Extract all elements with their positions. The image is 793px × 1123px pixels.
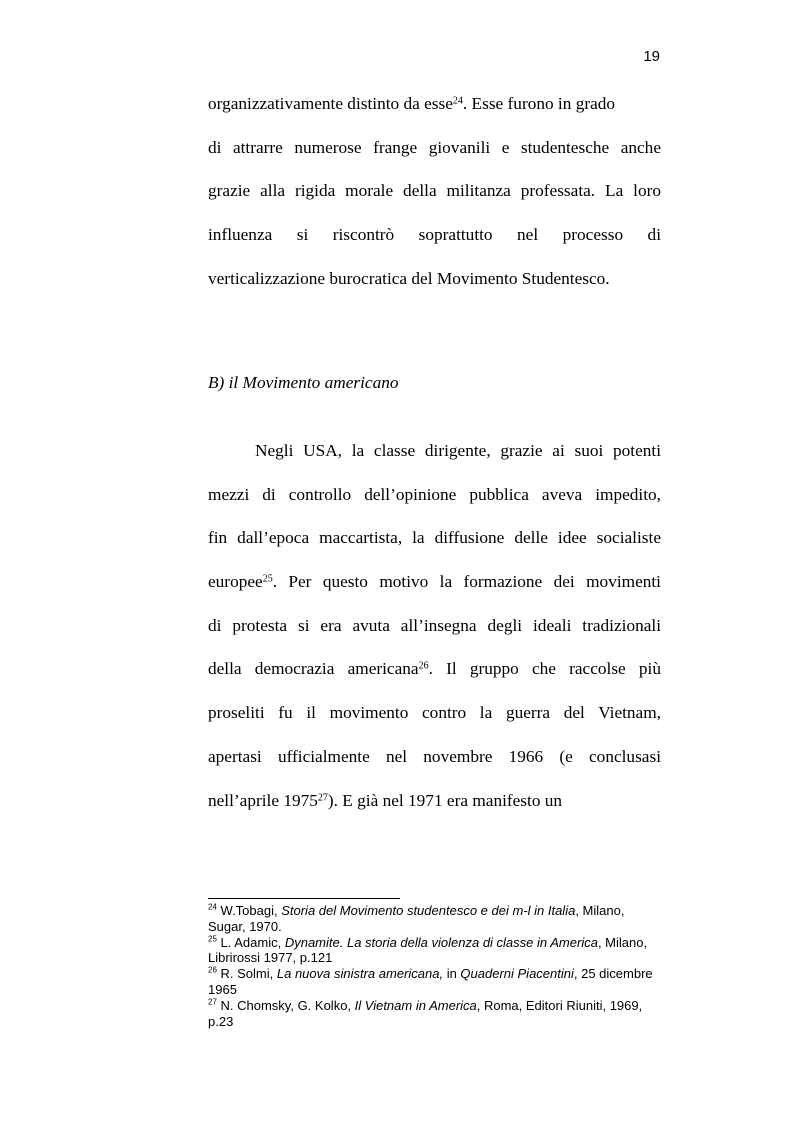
- text-line: apertasi ufficialmente nel novembre 1966 (e conclusasi: [208, 746, 661, 766]
- text-line: [208, 647, 661, 691]
- text-fragment: . Esse furono in grado: [462, 94, 616, 113]
- footnotes: [208, 903, 663, 1029]
- footnote-title: Storia del Movimento studentesco e dei m-l in Italia: [281, 903, 576, 918]
- text-line: fin dall’epoca maccartista, la diffusione delle idee socialiste: [208, 528, 661, 548]
- footnote-24: [208, 903, 663, 935]
- text-line: [208, 82, 661, 126]
- text-line: grazie alla rigida morale della militanza professata. La loro: [208, 181, 661, 201]
- text-fragment: . Per questo motivo la formazione dei movimenti: [272, 572, 661, 592]
- footnote-number: 25: [208, 934, 217, 943]
- footnote-title: Il Vietnam in America: [354, 997, 477, 1013]
- footnote-title: Dynamite. La storia della violenza di classe in America: [284, 934, 598, 950]
- text-line: [208, 779, 661, 823]
- text-fragment: . Il gruppo che raccolse più: [428, 659, 661, 679]
- text-line: di attrarre numerose frange giovanili e studentesche anche: [208, 137, 661, 157]
- footnote-26: [208, 966, 663, 998]
- paragraph-1: [208, 82, 661, 300]
- footnote-title: La nuova sinistra americana,: [276, 966, 444, 982]
- footnote-author: W.Tobagi,: [216, 903, 282, 918]
- footnote-separator: [208, 898, 400, 899]
- text-line: proseliti fu il movimento contro la guerra del Vietnam,: [208, 703, 661, 723]
- footnote-number: 24: [208, 902, 217, 912]
- footnote-author: L. Adamic,: [216, 934, 285, 950]
- footnote-journal: Quaderni Piacentini: [460, 966, 574, 982]
- text-fragment: europee: [208, 572, 263, 592]
- section-heading: B) il Movimento americano: [208, 373, 399, 392]
- footnote-number: 26: [208, 965, 217, 975]
- footnote-rest: , 25 dicembre 1965: [208, 966, 653, 997]
- footnote-ref[interactable]: 24: [452, 95, 463, 107]
- text-fragment: nell’aprile 1975: [208, 790, 318, 810]
- footnote-author: N. Chomsky, G. Kolko,: [216, 997, 355, 1013]
- text-line: mezzi di controllo dell’opinione pubblica aveva impedito,: [208, 484, 661, 504]
- footnote-25: [208, 935, 663, 967]
- paragraph-2: [208, 429, 661, 822]
- text-line: verticalizzazione burocratica del Movimento Studentesco.: [208, 268, 610, 288]
- text-line: Negli USA, la classe dirigente, grazie ai suoi potenti: [255, 441, 661, 460]
- text-fragment: ). E già nel 1971 era manifesto un: [327, 790, 563, 810]
- text-fragment: della democrazia americana: [208, 659, 419, 679]
- text-line: influenza si riscontrò soprattutto nel processo di: [208, 225, 661, 245]
- page-number: 19: [643, 48, 660, 65]
- text-line: di protesta si era avuta all’insegna degli ideali tradizionali: [208, 615, 661, 635]
- footnote-ref[interactable]: 25: [262, 573, 273, 585]
- text-line: [208, 560, 661, 604]
- footnote-rest: , Roma, Editori Riuniti, 1969, p.23: [208, 997, 643, 1029]
- footnote-ref[interactable]: 27: [317, 792, 328, 803]
- footnote-rest: , Milano, Librirossi 1977, p.121: [208, 934, 648, 966]
- footnote-rest: , Milano, Sugar, 1970.: [208, 903, 625, 934]
- footnote-27: [208, 998, 663, 1030]
- footnote-number: 27: [208, 997, 217, 1007]
- footnote-ref[interactable]: 26: [418, 660, 429, 672]
- footnote-author: R. Solmi,: [216, 966, 277, 982]
- text-fragment: organizzativamente distinto da esse: [208, 94, 453, 113]
- footnote-mid: in: [443, 966, 461, 982]
